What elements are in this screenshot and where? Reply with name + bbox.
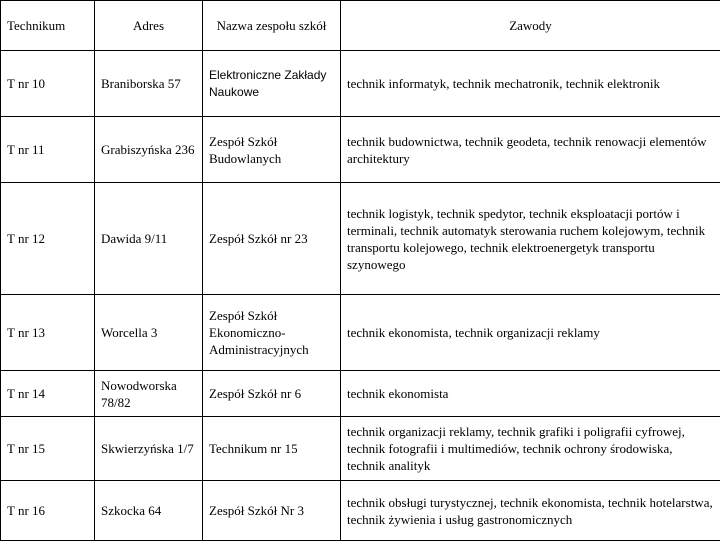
cell-nazwa: Zespół Szkół nr 23 [203, 183, 341, 295]
cell-zawody: technik budownictwa, technik geodeta, technik renowacji elementów architektury [341, 117, 720, 183]
cell-technikum: T nr 13 [1, 295, 95, 371]
cell-adres: Skwierzyńska 1/7 [95, 417, 203, 481]
cell-technikum: T nr 11 [1, 117, 95, 183]
header-adres: Adres [95, 1, 203, 51]
table-row [1, 417, 720, 481]
cell-adres: Worcella 3 [95, 295, 203, 371]
cell-technikum: T nr 14 [1, 371, 95, 417]
header-technikum: Technikum [1, 1, 95, 51]
cell-adres: Braniborska 57 [95, 51, 203, 117]
cell-nazwa: Zespół Szkół nr 6 [203, 371, 341, 417]
cell-zawody: technik ekonomista, technik organizacji reklamy [341, 295, 720, 371]
table-row [1, 51, 720, 117]
header-zawody: Zawody [341, 1, 720, 51]
cell-nazwa: Zespół Szkół Nr 3 [203, 481, 341, 541]
cell-adres: Szkocka 64 [95, 481, 203, 541]
cell-zawody: technik informatyk, technik mechatronik, technik elektronik [341, 51, 720, 117]
cell-technikum: T nr 12 [1, 183, 95, 295]
table-row [1, 295, 720, 371]
cell-adres: Nowodworska 78/82 [95, 371, 203, 417]
header-nazwa: Nazwa zespołu szkół [203, 1, 341, 51]
cell-zawody: technik obsługi turystycznej, technik ekonomista, technik hotelarstwa, technik żywienia i usług gastronomicznych [341, 481, 720, 541]
cell-zawody: technik logistyk, technik spedytor, technik eksploatacji portów i terminali, technik automatyk sterowania ruchem kolejowym, technik transportu kolejowego, technik elektroenergetyk transportu szynowego [341, 183, 720, 295]
cell-nazwa: Zespół Szkół Ekonomiczno-Administracyjnych [203, 295, 341, 371]
header-row [1, 1, 720, 51]
cell-technikum: T nr 16 [1, 481, 95, 541]
table-row [1, 481, 720, 541]
cell-nazwa: Elektroniczne Zakłady Naukowe [203, 51, 341, 117]
cell-adres: Grabiszyńska 236 [95, 117, 203, 183]
cell-nazwa: Zespół Szkół Budowlanych [203, 117, 341, 183]
table-row [1, 371, 720, 417]
cell-nazwa: Technikum nr 15 [203, 417, 341, 481]
cell-technikum: T nr 15 [1, 417, 95, 481]
cell-technikum: T nr 10 [1, 51, 95, 117]
cell-adres: Dawida 9/11 [95, 183, 203, 295]
cell-zawody: technik organizacji reklamy, technik grafiki i poligrafii cyfrowej, technik fotografii i multimediów, technik ochrony środowiska, technik analityk [341, 417, 720, 481]
cell-zawody: technik ekonomista [341, 371, 720, 417]
table-row [1, 117, 720, 183]
table-row [1, 183, 720, 295]
